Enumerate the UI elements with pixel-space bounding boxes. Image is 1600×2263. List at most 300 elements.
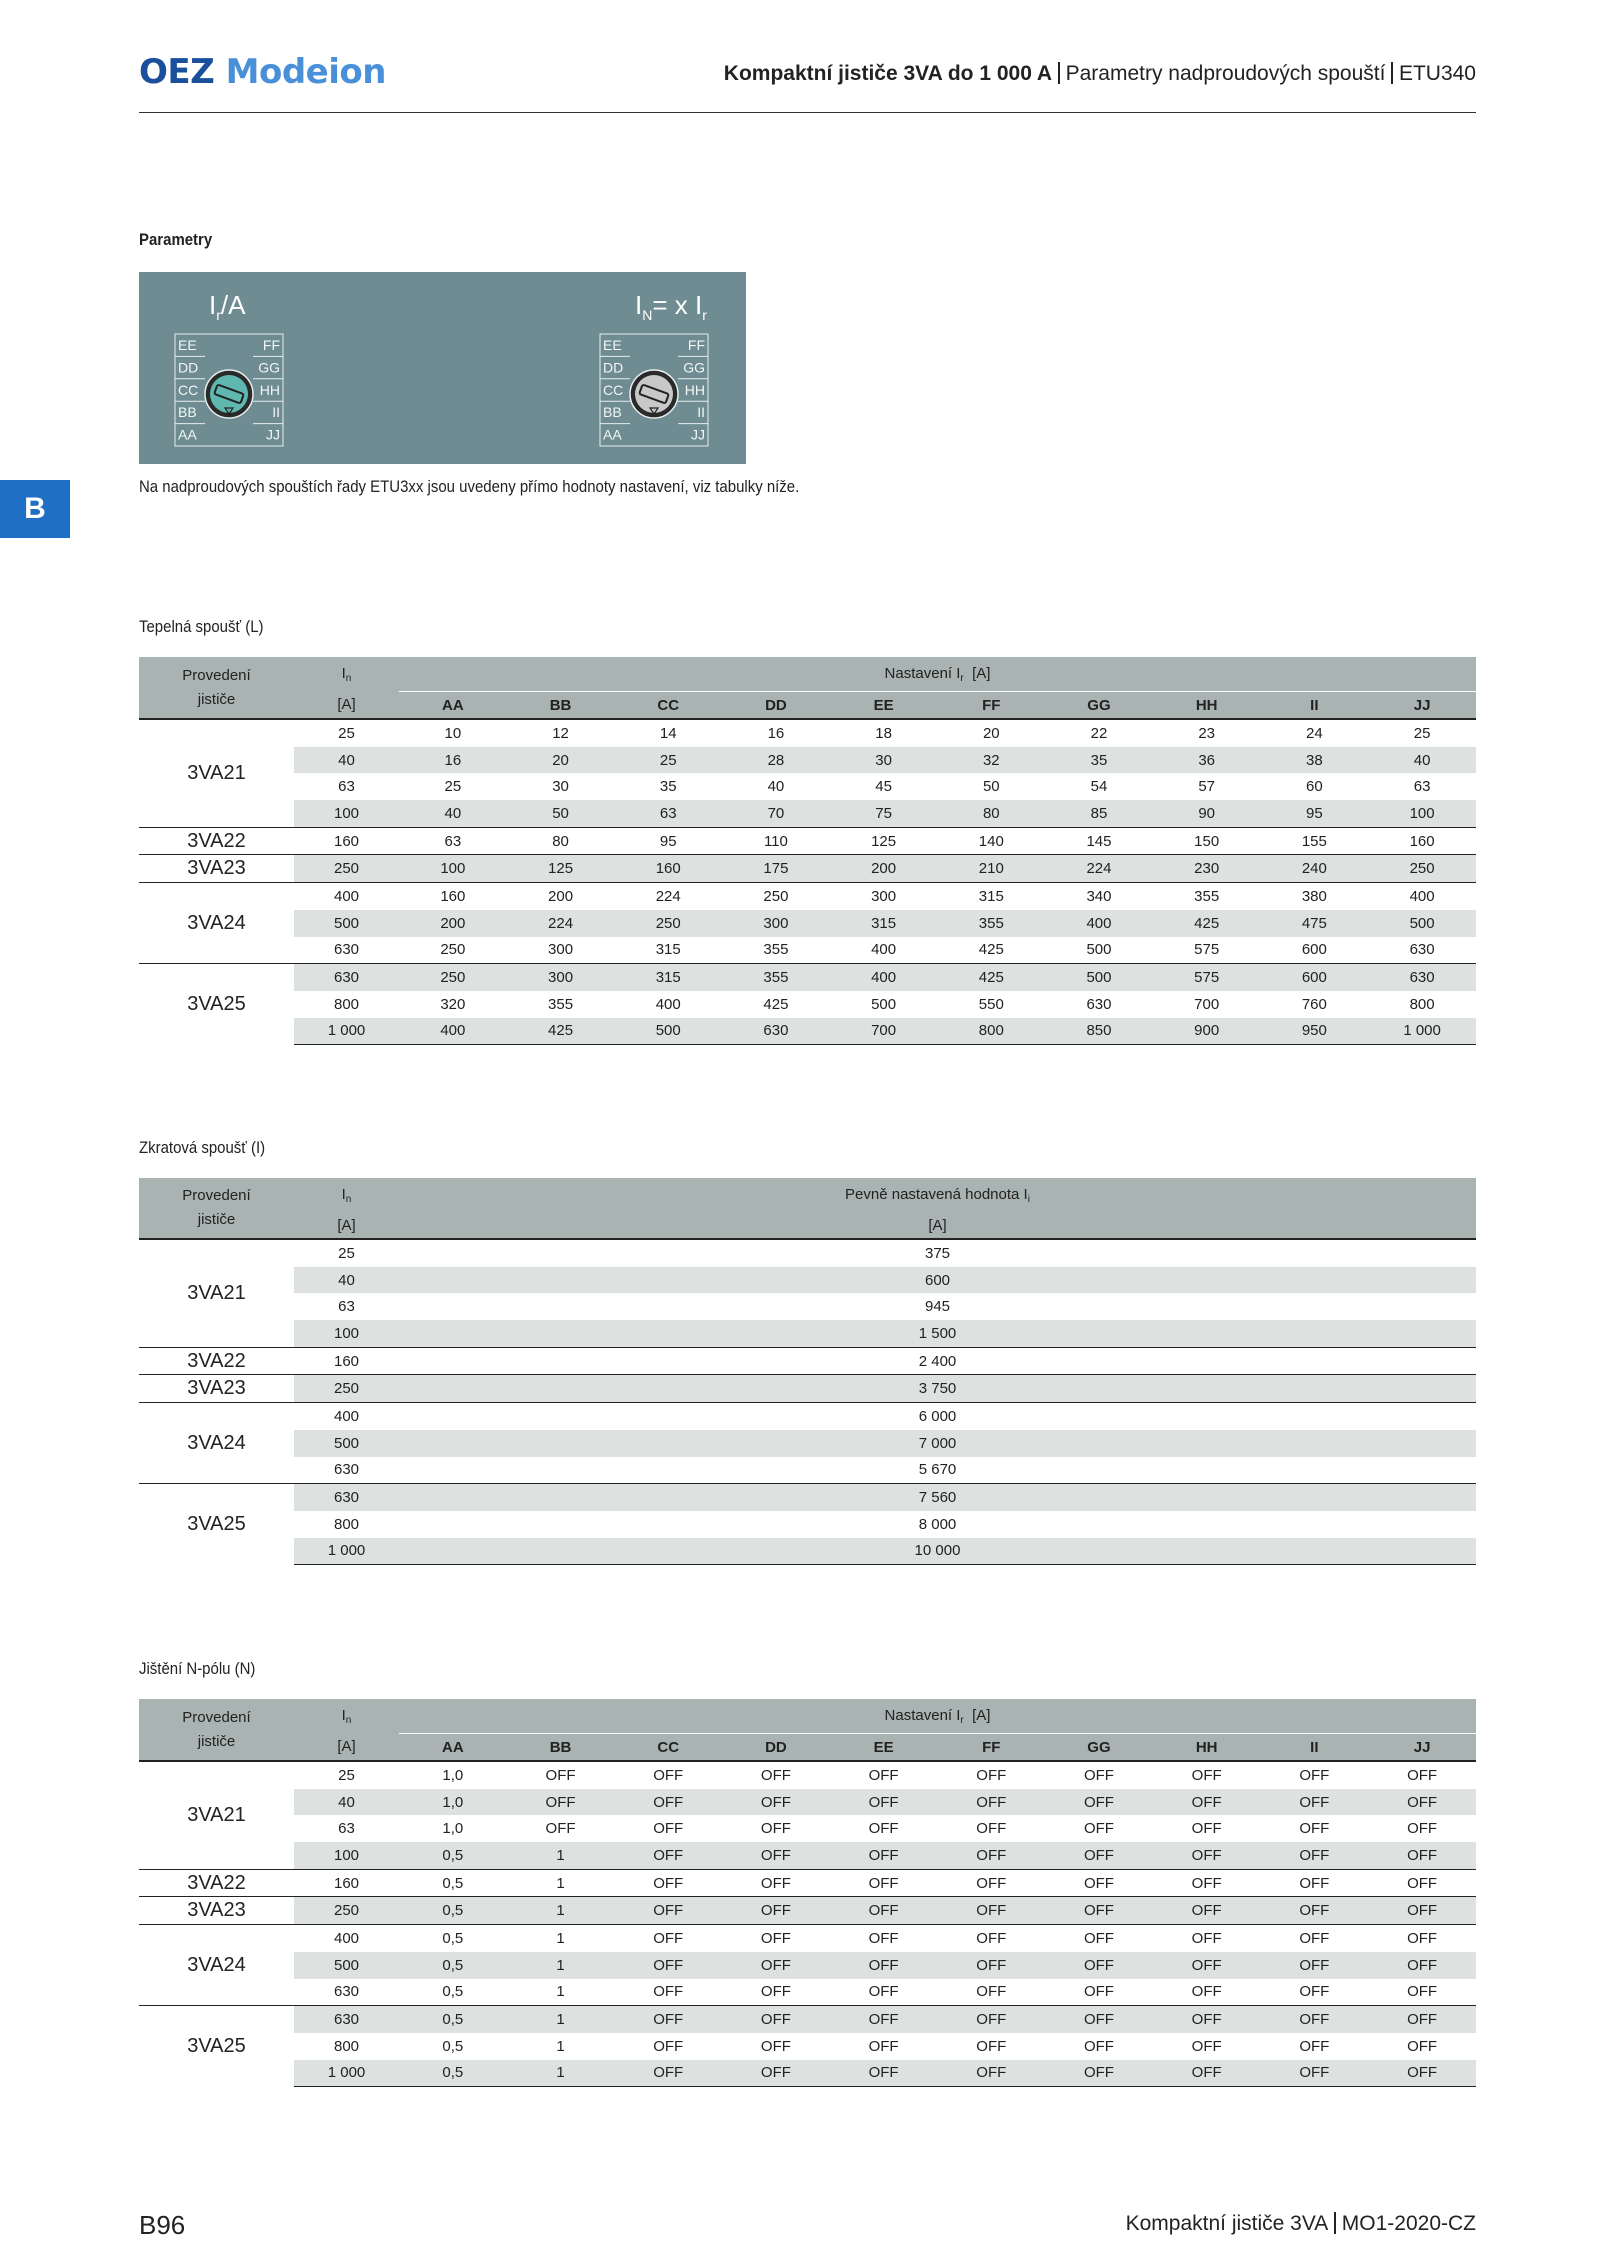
setting-cell: 16 <box>767 724 785 742</box>
setting-cell: OFF <box>1407 2037 1438 2055</box>
setting-cell: 60 <box>1306 778 1323 796</box>
breaker-type: 3VA25 <box>139 2006 294 2087</box>
setting-cell: 23 <box>1198 724 1215 742</box>
th-col-bb: BB <box>507 1734 615 1762</box>
setting-cell: 70 <box>722 800 830 827</box>
setting-cell: OFF <box>830 2060 938 2087</box>
rated-current-cell: 500 <box>294 910 399 937</box>
setting-cell: OFF <box>937 1842 1045 1869</box>
table-row <box>139 910 1476 937</box>
th-setting <box>399 657 1476 692</box>
dial-label: GG <box>258 359 280 376</box>
setting-cell: OFF <box>1083 1983 1114 2001</box>
setting-cell: 110 <box>722 827 830 855</box>
th-col-jj: JJ <box>1368 1734 1476 1762</box>
setting-cell: OFF <box>1368 1842 1476 1869</box>
table-i-title: Zkratová spoušť (I) <box>139 1138 266 1157</box>
setting-cell: 30 <box>830 747 938 774</box>
setting-cell: OFF <box>614 2006 722 2033</box>
th-setting-unit: [A] <box>972 664 991 682</box>
th-col-cc: CC <box>614 1734 722 1762</box>
th-provedeni-line2: jističe <box>197 1732 236 1750</box>
rated-current-cell: 400 <box>294 883 399 910</box>
setting-cell: 0,5 <box>399 1952 507 1979</box>
rated-current-cell: 500 <box>294 1430 399 1457</box>
setting-cell: 32 <box>937 747 1045 774</box>
th-fixed-value-text: Pevně nastavená hodnota I <box>845 1185 1028 1203</box>
setting-cell: 63 <box>399 827 507 855</box>
dial-label: HH <box>259 381 280 398</box>
setting-cell: OFF <box>653 1983 684 2001</box>
setting-cell: 100 <box>399 855 507 883</box>
setting-cell: OFF <box>722 1869 830 1897</box>
setting-cell: 700 <box>830 1018 938 1045</box>
setting-cell: OFF <box>1261 1925 1369 1952</box>
dial-label: JJ <box>691 426 705 443</box>
setting-cell: OFF <box>614 1897 722 1925</box>
setting-cell: 425 <box>1153 910 1261 937</box>
dial-label: EE <box>178 337 197 353</box>
setting-cell: OFF <box>1368 2060 1476 2087</box>
setting-cell: 200 <box>507 883 615 910</box>
rated-current-cell: 40 <box>294 1789 399 1816</box>
setting-cell: OFF <box>1045 1869 1153 1897</box>
setting-cell: 125 <box>507 855 615 883</box>
setting-cell: OFF <box>545 1820 576 1838</box>
rated-current-cell: 250 <box>294 855 399 883</box>
th-setting-unit: [A] <box>972 1706 991 1724</box>
table-row <box>139 773 1476 800</box>
logo-modeion: Modeion <box>225 52 386 92</box>
dial-panel <box>139 272 746 464</box>
setting-cell: 355 <box>763 941 789 959</box>
setting-cell: OFF <box>722 1789 830 1816</box>
setting-cell: 35 <box>659 778 677 796</box>
setting-cell: 400 <box>1368 883 1476 910</box>
fixed-value-cell: 6 000 <box>399 1403 1476 1430</box>
setting-cell: 425 <box>978 941 1004 959</box>
th-col-dd: DD <box>722 692 830 720</box>
rated-current-cell: 100 <box>294 1842 399 1869</box>
th-col-dd: DD <box>722 1734 830 1762</box>
footer-doc-info <box>1126 2212 1476 2236</box>
fixed-value-cell: 10 000 <box>399 1538 1476 1565</box>
setting-cell: 175 <box>722 855 830 883</box>
th-col-ii: II <box>1261 692 1369 720</box>
table-row <box>139 1897 1476 1925</box>
setting-cell: OFF <box>653 1820 684 1838</box>
fixed-value-cell: 600 <box>399 1267 1476 1294</box>
table-row <box>139 1979 1476 2006</box>
setting-cell: OFF <box>760 1983 791 2001</box>
setting-cell: OFF <box>1368 1925 1476 1952</box>
setting-cell: 0,5 <box>399 1925 507 1952</box>
th-in-sub: n <box>345 672 352 684</box>
breaker-type: 3VA21 <box>139 1239 294 1347</box>
setting-cell: 400 <box>655 995 681 1013</box>
th-fixed-value <box>399 1178 1476 1212</box>
setting-cell: OFF <box>976 1766 1007 1784</box>
setting-cell: 0,5 <box>399 2006 507 2033</box>
th-provedeni-line1: Provedení <box>182 666 251 684</box>
setting-cell: 125 <box>830 827 938 855</box>
setting-cell: 355 <box>548 995 574 1013</box>
setting-cell: 1 <box>507 2006 615 2033</box>
setting-cell: 315 <box>937 883 1045 910</box>
setting-cell: OFF <box>614 1869 722 1897</box>
setting-cell: 315 <box>614 964 722 991</box>
setting-cell: OFF <box>722 1952 830 1979</box>
setting-cell: 224 <box>507 910 615 937</box>
rated-current-cell: 63 <box>338 1298 355 1316</box>
th-col-ee: EE <box>830 692 938 720</box>
setting-cell: OFF <box>1191 1766 1222 1784</box>
th-in-sub: n <box>345 1714 352 1726</box>
fixed-value-cell: 7 560 <box>399 1484 1476 1511</box>
setting-cell: 400 <box>871 941 897 959</box>
setting-cell: 500 <box>614 1018 722 1045</box>
setting-cell: OFF <box>830 2006 938 2033</box>
setting-cell: 315 <box>655 941 681 959</box>
setting-cell: 57 <box>1198 778 1215 796</box>
table-row <box>139 1952 1476 1979</box>
setting-cell: OFF <box>1191 1820 1222 1838</box>
setting-cell: 12 <box>552 724 569 742</box>
setting-cell: OFF <box>1261 1897 1369 1925</box>
breaker-type: 3VA24 <box>139 1925 294 2006</box>
setting-cell: 90 <box>1153 800 1261 827</box>
setting-cell: 85 <box>1045 800 1153 827</box>
rated-current-cell: 160 <box>294 1869 399 1897</box>
setting-cell: 25 <box>1413 724 1431 742</box>
setting-cell: 355 <box>1153 883 1261 910</box>
setting-cell: 400 <box>1045 910 1153 937</box>
setting-cell: OFF <box>1261 1789 1369 1816</box>
breaker-type: 3VA22 <box>139 1869 294 1897</box>
setting-cell: 80 <box>937 800 1045 827</box>
breaker-type: 3VA22 <box>139 1347 294 1375</box>
rated-current-cell: 630 <box>333 1983 360 2001</box>
setting-cell: 1 000 <box>1368 1018 1476 1045</box>
dial-right-title-rest: = x I <box>652 290 703 320</box>
setting-cell: 14 <box>659 724 677 742</box>
params-heading: Parametry <box>139 230 213 249</box>
setting-cell: 145 <box>1045 827 1153 855</box>
setting-cell: OFF <box>937 1789 1045 1816</box>
th-setting-sub: r <box>960 1714 964 1726</box>
table-row <box>139 719 1476 747</box>
table-row <box>139 1320 1476 1347</box>
fixed-value-cell: 5 670 <box>918 1461 957 1479</box>
rated-current-cell: 100 <box>294 1320 399 1347</box>
setting-cell: 550 <box>978 995 1004 1013</box>
chapter-tab: B <box>0 480 70 538</box>
table-short-circuit-release <box>139 1178 1476 1565</box>
setting-cell: 630 <box>1409 941 1435 959</box>
fixed-value-cell: 8 000 <box>918 1515 957 1533</box>
rated-current-cell: 250 <box>294 1375 399 1403</box>
th-in-main: I <box>341 664 346 682</box>
table-row <box>139 2033 1476 2060</box>
dial-label: BB <box>603 404 622 421</box>
table-row <box>139 1267 1476 1294</box>
th-setting-text: Nastavení I <box>884 1706 961 1724</box>
setting-cell: OFF <box>868 1983 899 2001</box>
dial-left-title-rest: /A <box>220 290 246 320</box>
table-row <box>139 1511 1476 1538</box>
rated-current-cell: 25 <box>338 1244 355 1262</box>
setting-cell: OFF <box>1407 1983 1438 2001</box>
note-text: Na nadproudových spouštích řady ETU3xx jsou uvedeny přímo hodnoty nastavení, viz tabulky níže. <box>139 477 800 496</box>
setting-cell: 75 <box>830 800 938 827</box>
setting-cell: 630 <box>1086 995 1112 1013</box>
setting-cell: OFF <box>1368 1789 1476 1816</box>
table-row <box>139 2060 1476 2087</box>
setting-cell: OFF <box>830 1897 938 1925</box>
setting-cell: 0,5 <box>399 1842 507 1869</box>
setting-cell: 25 <box>614 747 722 774</box>
th-col-aa: AA <box>399 1734 507 1762</box>
setting-cell: 1 <box>507 1897 615 1925</box>
setting-cell: OFF <box>1153 1897 1261 1925</box>
setting-cell: 200 <box>399 910 507 937</box>
setting-cell: 0,5 <box>442 1983 464 2001</box>
th-provedeni-line1: Provedení <box>182 1708 251 1726</box>
page-number: B96 <box>139 2210 186 2240</box>
dial-label: EE <box>603 337 622 353</box>
setting-cell: OFF <box>1299 1983 1330 2001</box>
breaker-type: 3VA22 <box>139 827 294 855</box>
dial-label: BB <box>178 404 197 421</box>
setting-cell: OFF <box>937 1897 1045 1925</box>
rated-current-cell: 800 <box>333 995 360 1013</box>
setting-cell: 380 <box>1261 883 1369 910</box>
rated-current-cell: 630 <box>333 1461 360 1479</box>
breaker-type: 3VA24 <box>139 1403 294 1484</box>
setting-cell: OFF <box>1368 1897 1476 1925</box>
rated-current-cell: 100 <box>294 800 399 827</box>
setting-cell: 80 <box>507 827 615 855</box>
setting-cell: 1 <box>507 2060 615 2087</box>
rated-current-cell: 1 000 <box>294 1018 399 1045</box>
th-col-aa: AA <box>399 692 507 720</box>
setting-cell: 575 <box>1153 964 1261 991</box>
setting-cell: OFF <box>760 1766 791 1784</box>
setting-cell: 1,0 <box>442 1820 464 1838</box>
setting-cell: 320 <box>440 995 466 1013</box>
table-row <box>139 1869 1476 1897</box>
table-row <box>139 964 1476 991</box>
dial-label: AA <box>603 426 622 443</box>
setting-cell: OFF <box>830 1842 938 1869</box>
table-row <box>139 1375 1476 1403</box>
setting-cell: OFF <box>1299 2037 1330 2055</box>
setting-cell: OFF <box>1045 1897 1153 1925</box>
setting-cell: 95 <box>1261 800 1369 827</box>
rated-current-cell: 25 <box>338 1766 355 1784</box>
setting-cell: 155 <box>1261 827 1369 855</box>
setting-cell: 500 <box>1086 941 1112 959</box>
setting-cell: 0,5 <box>399 1869 507 1897</box>
setting-cell: OFF <box>1299 1820 1330 1838</box>
dial-label: HH <box>684 381 705 398</box>
setting-cell: 230 <box>1153 855 1261 883</box>
fixed-value-cell: 2 400 <box>399 1347 1476 1375</box>
setting-cell: 35 <box>1045 747 1153 774</box>
setting-cell: 0,5 <box>399 2060 507 2087</box>
setting-cell: 1 <box>507 1869 615 1897</box>
setting-cell: 24 <box>1306 724 1323 742</box>
setting-cell: OFF <box>653 1766 684 1784</box>
setting-cell: 600 <box>1261 964 1369 991</box>
dial-label: GG <box>683 359 705 376</box>
dial-label: DD <box>178 359 199 376</box>
rated-current-cell: 630 <box>294 2006 399 2033</box>
th-in-unit: [A] <box>294 692 399 720</box>
setting-cell: 500 <box>871 995 897 1013</box>
th-in <box>294 1699 399 1734</box>
setting-cell: 400 <box>830 964 938 991</box>
setting-cell: 140 <box>937 827 1045 855</box>
rated-current-cell: 800 <box>333 1515 360 1533</box>
dial-label: AA <box>178 426 197 443</box>
setting-cell: 40 <box>1368 747 1476 774</box>
rated-current-cell: 25 <box>338 724 355 742</box>
setting-cell: 210 <box>937 855 1045 883</box>
setting-cell: OFF <box>1045 1789 1153 1816</box>
setting-cell: OFF <box>1261 2060 1369 2087</box>
setting-cell: OFF <box>722 2060 830 2087</box>
breaker-type: 3VA23 <box>139 1897 294 1925</box>
setting-cell: 224 <box>1045 855 1153 883</box>
setting-cell: OFF <box>614 1789 722 1816</box>
setting-cell: 36 <box>1153 747 1261 774</box>
rated-current-cell: 630 <box>294 964 399 991</box>
brand-logo <box>139 52 386 92</box>
table-row <box>139 1347 1476 1375</box>
table-row <box>139 1018 1476 1045</box>
th-provedeni-line2: jističe <box>197 1211 236 1228</box>
fixed-value-cell: 7 000 <box>399 1430 1476 1457</box>
setting-cell: 300 <box>830 883 938 910</box>
setting-cell: OFF <box>1368 1952 1476 1979</box>
setting-cell: 575 <box>1194 941 1220 959</box>
setting-cell: 250 <box>722 883 830 910</box>
th-provedeni-line2: jističe <box>197 690 236 708</box>
setting-cell: OFF <box>1368 2006 1476 2033</box>
footer-doc-code: MO1-2020-CZ <box>1341 2212 1476 2235</box>
table-row <box>139 1789 1476 1816</box>
setting-cell: 100 <box>1368 800 1476 827</box>
setting-cell: 250 <box>399 964 507 991</box>
setting-cell: OFF <box>937 1869 1045 1897</box>
setting-cell: 1 <box>507 1952 615 1979</box>
breaker-type: 3VA25 <box>139 964 294 1045</box>
setting-cell: 630 <box>1368 964 1476 991</box>
dial-label: DD <box>603 359 624 376</box>
setting-cell: 20 <box>507 747 615 774</box>
setting-cell: OFF <box>1261 1869 1369 1897</box>
fixed-value-cell: 945 <box>924 1298 951 1316</box>
table-row <box>139 747 1476 774</box>
setting-cell: 224 <box>614 883 722 910</box>
setting-cell: OFF <box>1261 1842 1369 1869</box>
setting-cell: 340 <box>1045 883 1153 910</box>
dial-right-title-main: I <box>635 290 643 320</box>
table-row <box>139 2006 1476 2033</box>
setting-cell: OFF <box>722 1897 830 1925</box>
setting-cell: 500 <box>1045 964 1153 991</box>
setting-cell: 1,0 <box>442 1766 464 1784</box>
setting-cell: 300 <box>722 910 830 937</box>
setting-cell: OFF <box>830 1925 938 1952</box>
dial-label: JJ <box>266 426 280 443</box>
th-in <box>294 657 399 692</box>
table-row <box>139 1430 1476 1457</box>
table-row <box>139 1815 1476 1842</box>
setting-cell: 0,5 <box>399 1897 507 1925</box>
th-col-gg: GG <box>1045 1734 1153 1762</box>
setting-cell: 400 <box>399 1018 507 1045</box>
fixed-value-cell: 1 500 <box>399 1320 1476 1347</box>
logo-oez: OEZ <box>139 52 215 92</box>
setting-cell: 50 <box>507 800 615 827</box>
th-col-gg: GG <box>1045 692 1153 720</box>
table-row <box>139 827 1476 855</box>
th-provedeni <box>139 1699 294 1761</box>
setting-cell: 800 <box>937 1018 1045 1045</box>
setting-cell: 54 <box>1090 778 1108 796</box>
setting-cell: 160 <box>399 883 507 910</box>
setting-cell: OFF <box>1191 2037 1222 2055</box>
header-title-main: Kompaktní jističe 3VA do 1 000 A <box>723 62 1053 85</box>
setting-cell: 16 <box>399 747 507 774</box>
setting-cell: 1 <box>507 1842 615 1869</box>
rated-current-cell: 63 <box>338 778 355 796</box>
th-col-ee: EE <box>830 1734 938 1762</box>
setting-cell: OFF <box>653 2037 684 2055</box>
setting-cell: 28 <box>722 747 830 774</box>
table-row <box>139 1538 1476 1565</box>
setting-cell: OFF <box>1261 1952 1369 1979</box>
setting-cell: OFF <box>830 1789 938 1816</box>
setting-cell: 38 <box>1261 747 1369 774</box>
setting-cell: OFF <box>760 2037 791 2055</box>
setting-cell: 40 <box>767 778 785 796</box>
setting-cell: OFF <box>614 1842 722 1869</box>
setting-cell: OFF <box>1153 1842 1261 1869</box>
setting-cell: OFF <box>937 2006 1045 2033</box>
table-row <box>139 991 1476 1018</box>
setting-cell: 250 <box>614 910 722 937</box>
page-header <box>139 50 1476 113</box>
th-fixed-value-unit: [A] <box>399 1212 1476 1239</box>
setting-cell: OFF <box>1299 1766 1330 1784</box>
setting-cell: OFF <box>1045 2006 1153 2033</box>
table-row <box>139 1484 1476 1511</box>
th-col-cc: CC <box>614 692 722 720</box>
table-neutral-protection <box>139 1699 1476 2087</box>
setting-cell: OFF <box>1045 1925 1153 1952</box>
setting-cell: 250 <box>1368 855 1476 883</box>
setting-cell: 1 <box>556 1983 565 2001</box>
setting-cell: 63 <box>614 800 722 827</box>
rated-current-cell: 63 <box>338 1820 355 1838</box>
header-title <box>724 62 1476 86</box>
th-provedeni <box>139 1178 294 1239</box>
setting-cell: 425 <box>763 995 789 1013</box>
footer-separator <box>1334 2212 1336 2234</box>
